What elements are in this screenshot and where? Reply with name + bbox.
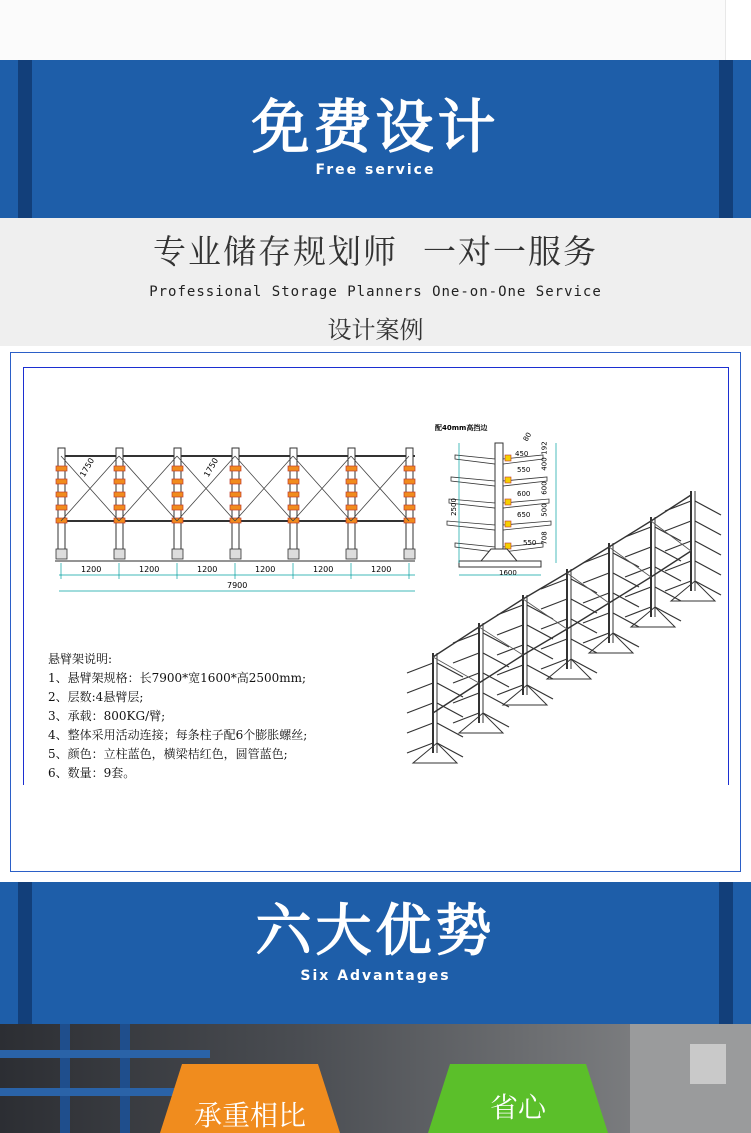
iso-beam: [479, 655, 523, 683]
iso-brace: [479, 627, 523, 655]
iso-arm: [625, 547, 651, 557]
side-bracket: [505, 499, 511, 505]
iso-arm: [453, 673, 479, 683]
column-base: [404, 549, 415, 559]
iso-arm: [571, 619, 597, 633]
iso-brace: [433, 657, 479, 683]
iso-arm: [583, 573, 609, 583]
iso-brace: [567, 573, 609, 603]
arm-length-1: 450: [515, 450, 529, 458]
iso-arm: [541, 599, 567, 609]
front-columns: [56, 448, 415, 559]
side-bracket: [505, 455, 511, 461]
column-bracket: [114, 466, 125, 471]
iso-arm: [695, 561, 721, 575]
intro-heading-en: Professional Storage Planners One-on-One Service: [149, 284, 602, 300]
bay-width-2: 1200: [139, 565, 160, 574]
iso-base: [547, 659, 591, 679]
design-drawing: [10, 352, 741, 872]
iso-arm: [407, 723, 433, 733]
iso-base: [671, 581, 715, 601]
iso-arm: [497, 685, 523, 695]
arm-length-5: 550: [523, 539, 537, 547]
column-bracket: [172, 479, 183, 484]
iso-arm: [665, 541, 691, 551]
iso-arm: [483, 673, 509, 687]
iso-base: [503, 685, 547, 705]
advantages-subtitle: Six Advantages: [300, 968, 451, 984]
column-bracket: [288, 492, 299, 497]
iso-brace: [609, 547, 651, 577]
iso-arm: [613, 593, 639, 607]
bay-width-6: 1200: [371, 565, 392, 574]
base-width: 1600: [499, 569, 517, 577]
iso-arm: [541, 639, 567, 649]
column-base: [346, 549, 357, 559]
iso-arm: [695, 501, 721, 515]
side-note: 配40mm高挡边: [435, 424, 488, 432]
iso-arm: [527, 625, 553, 639]
intro-heading-cn: 专业储存规划师 一对一服务: [153, 232, 598, 271]
column-bracket: [230, 466, 241, 471]
iso-arm: [437, 663, 463, 677]
arm-length-2: 550: [517, 466, 531, 474]
iso-arm: [655, 587, 681, 601]
brace-label-1: 1750: [78, 456, 97, 479]
column-bracket: [230, 505, 241, 510]
side-column: [495, 443, 503, 561]
column-bracket: [288, 505, 299, 510]
advantages-banner: [0, 882, 751, 1024]
column-bracket: [346, 505, 357, 510]
column-bracket: [404, 466, 415, 471]
spec-item-6: 6、数量：9套。: [48, 766, 136, 780]
side-arm-left: [455, 455, 495, 464]
iso-arm: [613, 633, 639, 647]
top-strip: [0, 0, 751, 60]
side-bracket: [505, 521, 511, 527]
right-dim-5: 708: [540, 531, 549, 545]
right-dim-3: 600: [540, 481, 549, 495]
intro-section: [0, 218, 751, 346]
advantage-tag-1: 承重相比: [193, 1099, 306, 1132]
iso-arm: [437, 703, 463, 717]
drawing-svg: [11, 353, 742, 873]
iso-arm: [571, 599, 597, 613]
column-bracket: [56, 505, 67, 510]
side-view: [447, 443, 556, 575]
column-bracket: [172, 466, 183, 471]
iso-base: [459, 713, 503, 733]
front-column: [58, 448, 65, 556]
column-bracket: [404, 518, 415, 523]
iso-arm: [407, 683, 433, 693]
iso-arm: [541, 659, 567, 669]
iso-arm: [497, 665, 523, 675]
iso-beam: [479, 599, 523, 627]
right-dim-1: 400: [540, 457, 549, 471]
column-bracket: [404, 505, 415, 510]
iso-brace: [651, 521, 691, 551]
iso-arm: [665, 581, 691, 591]
iso-beam: [651, 551, 691, 577]
photo-racks: [0, 1024, 751, 1133]
side-arm-left: [447, 521, 495, 530]
iso-arm: [527, 645, 553, 659]
iso-arm: [571, 639, 597, 653]
iso-arm: [695, 521, 721, 535]
iso-arm: [583, 613, 609, 623]
column-bracket: [230, 492, 241, 497]
bay-width-1: 1200: [81, 565, 102, 574]
iso-base: [589, 633, 633, 653]
iso-arm: [695, 541, 721, 555]
column-bracket: [114, 505, 125, 510]
spec-item-5: 5、颜色：立柱蓝色，横梁桔红色，圆管蓝色;: [48, 747, 288, 761]
spec-item-2: 2、层数:4悬臂层;: [48, 690, 144, 704]
iso-arm: [407, 663, 433, 673]
column-base: [172, 549, 183, 559]
iso-arm: [583, 593, 609, 603]
column-bracket: [56, 466, 67, 471]
iso-arm: [437, 743, 463, 757]
top-strip-panel: [0, 0, 726, 60]
iso-arm: [571, 579, 597, 593]
column-bracket: [404, 479, 415, 484]
right-dim-2: 192: [540, 441, 549, 455]
iso-arm: [437, 723, 463, 737]
iso-beam: [523, 573, 567, 599]
column-bracket: [56, 492, 67, 497]
banner-title: 免费设计: [251, 93, 500, 161]
bay-width-3: 1200: [197, 565, 218, 574]
iso-arm: [453, 713, 479, 723]
isometric-view: [407, 491, 721, 763]
column-bracket: [346, 466, 357, 471]
iso-arm: [625, 607, 651, 617]
column-base: [288, 549, 299, 559]
top-dim: 80: [521, 431, 534, 443]
column-bracket: [172, 505, 183, 510]
iso-arm: [483, 713, 509, 727]
right-dim-4: 500: [540, 503, 549, 517]
iso-base: [631, 607, 675, 627]
iso-arm: [483, 633, 509, 647]
side-bracket: [505, 543, 511, 549]
iso-arm: [453, 653, 479, 663]
side-arm-left: [451, 477, 495, 486]
column-bracket: [288, 479, 299, 484]
column-base: [230, 549, 241, 559]
iso-beam: [433, 683, 479, 713]
brace-label-2: 1750: [202, 456, 221, 479]
front-column: [116, 448, 123, 556]
column-bracket: [288, 466, 299, 471]
iso-arm: [655, 567, 681, 581]
front-column: [232, 448, 239, 556]
iso-arm: [407, 743, 433, 753]
spec-list: [48, 650, 307, 783]
bay-width-4: 1200: [255, 565, 276, 574]
iso-beam: [609, 521, 651, 547]
side-base: [459, 561, 541, 567]
advantages-photo: [0, 1024, 751, 1133]
iso-arm: [655, 547, 681, 561]
iso-arm: [655, 607, 681, 621]
spec-title: 悬臂架说明:: [48, 652, 113, 666]
column-bracket: [56, 479, 67, 484]
iso-brace: [523, 599, 567, 629]
iso-base: [413, 743, 457, 763]
iso-arm: [625, 567, 651, 577]
free-service-banner: [0, 60, 751, 218]
iso-arm: [583, 633, 609, 643]
iso-arm: [527, 685, 553, 699]
iso-beam: [433, 627, 479, 657]
column-base: [56, 549, 67, 559]
front-column: [406, 448, 413, 556]
spec-item-4: 4、整体采用活动连接；每条柱子配6个膨胀螺丝;: [48, 728, 308, 742]
front-column: [348, 448, 355, 556]
advantages-title: 六大优势: [255, 899, 496, 964]
column-bracket: [114, 479, 125, 484]
bay-width-5: 1200: [313, 565, 334, 574]
side-bracket: [505, 477, 511, 483]
advantage-tag-2: 省心: [489, 1091, 546, 1124]
case-label: 设计案例: [327, 316, 424, 344]
column-bracket: [230, 479, 241, 484]
side-height: 2500: [449, 498, 458, 516]
iso-arm: [613, 573, 639, 587]
iso-arm: [497, 625, 523, 635]
column-bracket: [346, 479, 357, 484]
iso-arm: [613, 613, 639, 627]
column-bracket: [172, 492, 183, 497]
column-bracket: [404, 492, 415, 497]
banner-subtitle: Free service: [315, 162, 436, 178]
column-bracket: [114, 492, 125, 497]
iso-arm: [695, 581, 721, 595]
iso-arm: [665, 521, 691, 531]
arm-length-4: 650: [517, 511, 531, 519]
iso-arm: [437, 683, 463, 697]
iso-arm: [571, 659, 597, 673]
column-bracket: [346, 492, 357, 497]
iso-arm: [613, 553, 639, 567]
iso-beam: [567, 547, 609, 573]
front-column: [174, 448, 181, 556]
arm-length-3: 600: [517, 490, 531, 498]
spec-item-1: 1、悬臂架规格：长7900*宽1600*高2500mm;: [48, 671, 307, 685]
iso-arm: [625, 587, 651, 597]
total-length: 7900: [227, 581, 248, 590]
spec-item-3: 3、承载：800KG/臂;: [48, 709, 166, 723]
iso-beam: [651, 495, 691, 521]
iso-arm: [407, 703, 433, 713]
iso-arm: [483, 653, 509, 667]
front-column: [290, 448, 297, 556]
column-base: [114, 549, 125, 559]
